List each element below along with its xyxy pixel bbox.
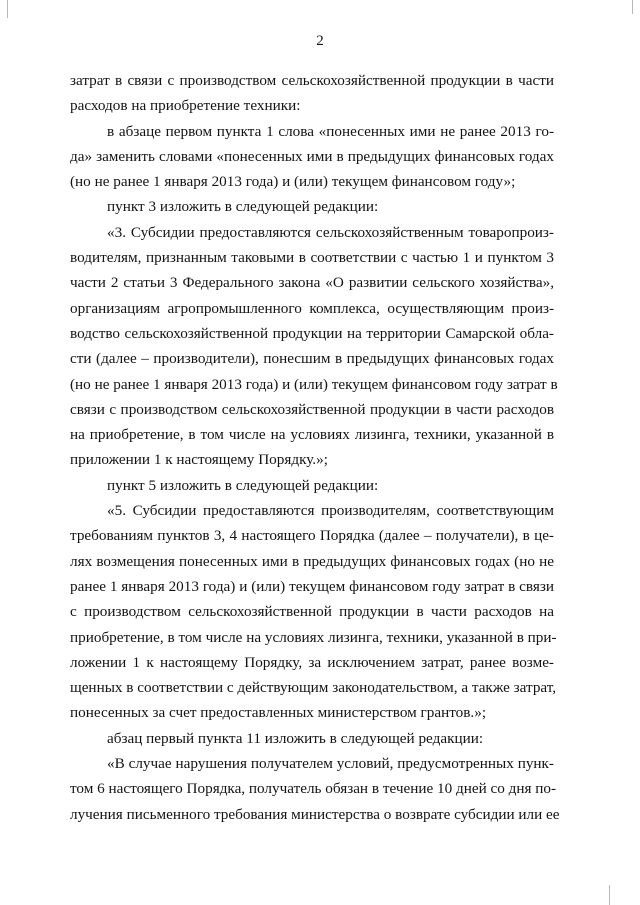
text-line: ложении 1 к настоящему Порядку, за исключением затрат, ранее возме- bbox=[70, 653, 554, 671]
text-line: требованиям пунктов 3, 4 настоящего Порядка (далее – получатели), в це- bbox=[70, 527, 554, 545]
text-line: (но не ранее 1 января 2013 года) и (или) текущем финансовом году»; bbox=[70, 173, 516, 191]
text-line: абзац первый пункта 11 изложить в следующей редакции: bbox=[107, 729, 484, 747]
scan-edge-mark bbox=[609, 885, 610, 905]
text-line: да» заменить словами «понесенных ими в предыдущих финансовых годах bbox=[70, 147, 554, 165]
text-line: «В случае нарушения получателем условий, предусмотренных пунк- bbox=[107, 755, 554, 773]
text-line: на приобретение, в том числе на условиях лизинга, техники, указанной в bbox=[70, 426, 554, 444]
page-number: 2 bbox=[316, 33, 324, 49]
text-line: щенных в соответствии с действующим законодательством, а также затрат, bbox=[70, 679, 557, 697]
text-line: водителям, признанным таковыми в соответствии с частью 1 и пунктом 3 bbox=[70, 249, 554, 267]
text-line: приложении 1 к настоящему Порядку.»; bbox=[70, 451, 328, 469]
text-line: лях возмещения понесенных ими в предыдущих финансовых годах (но не bbox=[70, 552, 554, 570]
text-line: (но не ранее 1 января 2013 года) и (или) текущем финансовом году затрат в bbox=[70, 375, 558, 393]
text-line: приобретение, в том числе на условиях лизинга, техники, указанной в при- bbox=[70, 628, 557, 646]
text-line: лучения письменного требования министерства о возврате субсидии или ее bbox=[70, 805, 560, 823]
text-line: затрат в связи с производством сельскохозяйственной продукции в части bbox=[70, 72, 554, 89]
text-line: пункт 3 изложить в следующей редакции: bbox=[107, 198, 379, 216]
text-line: организациям агропромышленного комплекса, осуществляющим произ- bbox=[70, 299, 554, 317]
text-line: «3. Субсидии предоставляются сельскохозяйственным товаропроиз- bbox=[107, 223, 554, 241]
scan-edge-mark bbox=[7, 0, 8, 18]
text-line: расходов на приобретение техники: bbox=[70, 97, 301, 115]
text-line: пункт 5 изложить в следующей редакции: bbox=[107, 476, 379, 494]
text-line: сти (далее – производители), понесшим в предыдущих финансовых годах bbox=[70, 350, 554, 368]
text-line: понесенных за счет предоставленных министерством грантов.»; bbox=[70, 704, 487, 722]
document-body bbox=[70, 68, 560, 827]
text-line: с производством сельскохозяйственной продукции в части расходов на bbox=[70, 603, 554, 621]
scan-edge-mark bbox=[632, 0, 633, 14]
text-line: части 2 статьи 3 Федерального закона «О развитии сельского хозяйства», bbox=[70, 274, 554, 292]
text-line: ранее 1 января 2013 года) и (или) текущем финансовом году затрат в связи bbox=[70, 577, 554, 595]
text-line: «5. Субсидии предоставляются производителям, соответствующим bbox=[107, 502, 554, 520]
text-line: водство сельскохозяйственной продукции на территории Самарской обла- bbox=[70, 324, 554, 342]
text-line: том 6 настоящего Порядка, получатель обязан в течение 10 дней со дня по- bbox=[70, 780, 557, 798]
text-line: связи с производством сельскохозяйственной продукции в части расходов bbox=[70, 400, 554, 418]
text-line: в абзаце первом пункта 1 слова «понесенных ими не ранее 2013 го- bbox=[107, 122, 554, 140]
